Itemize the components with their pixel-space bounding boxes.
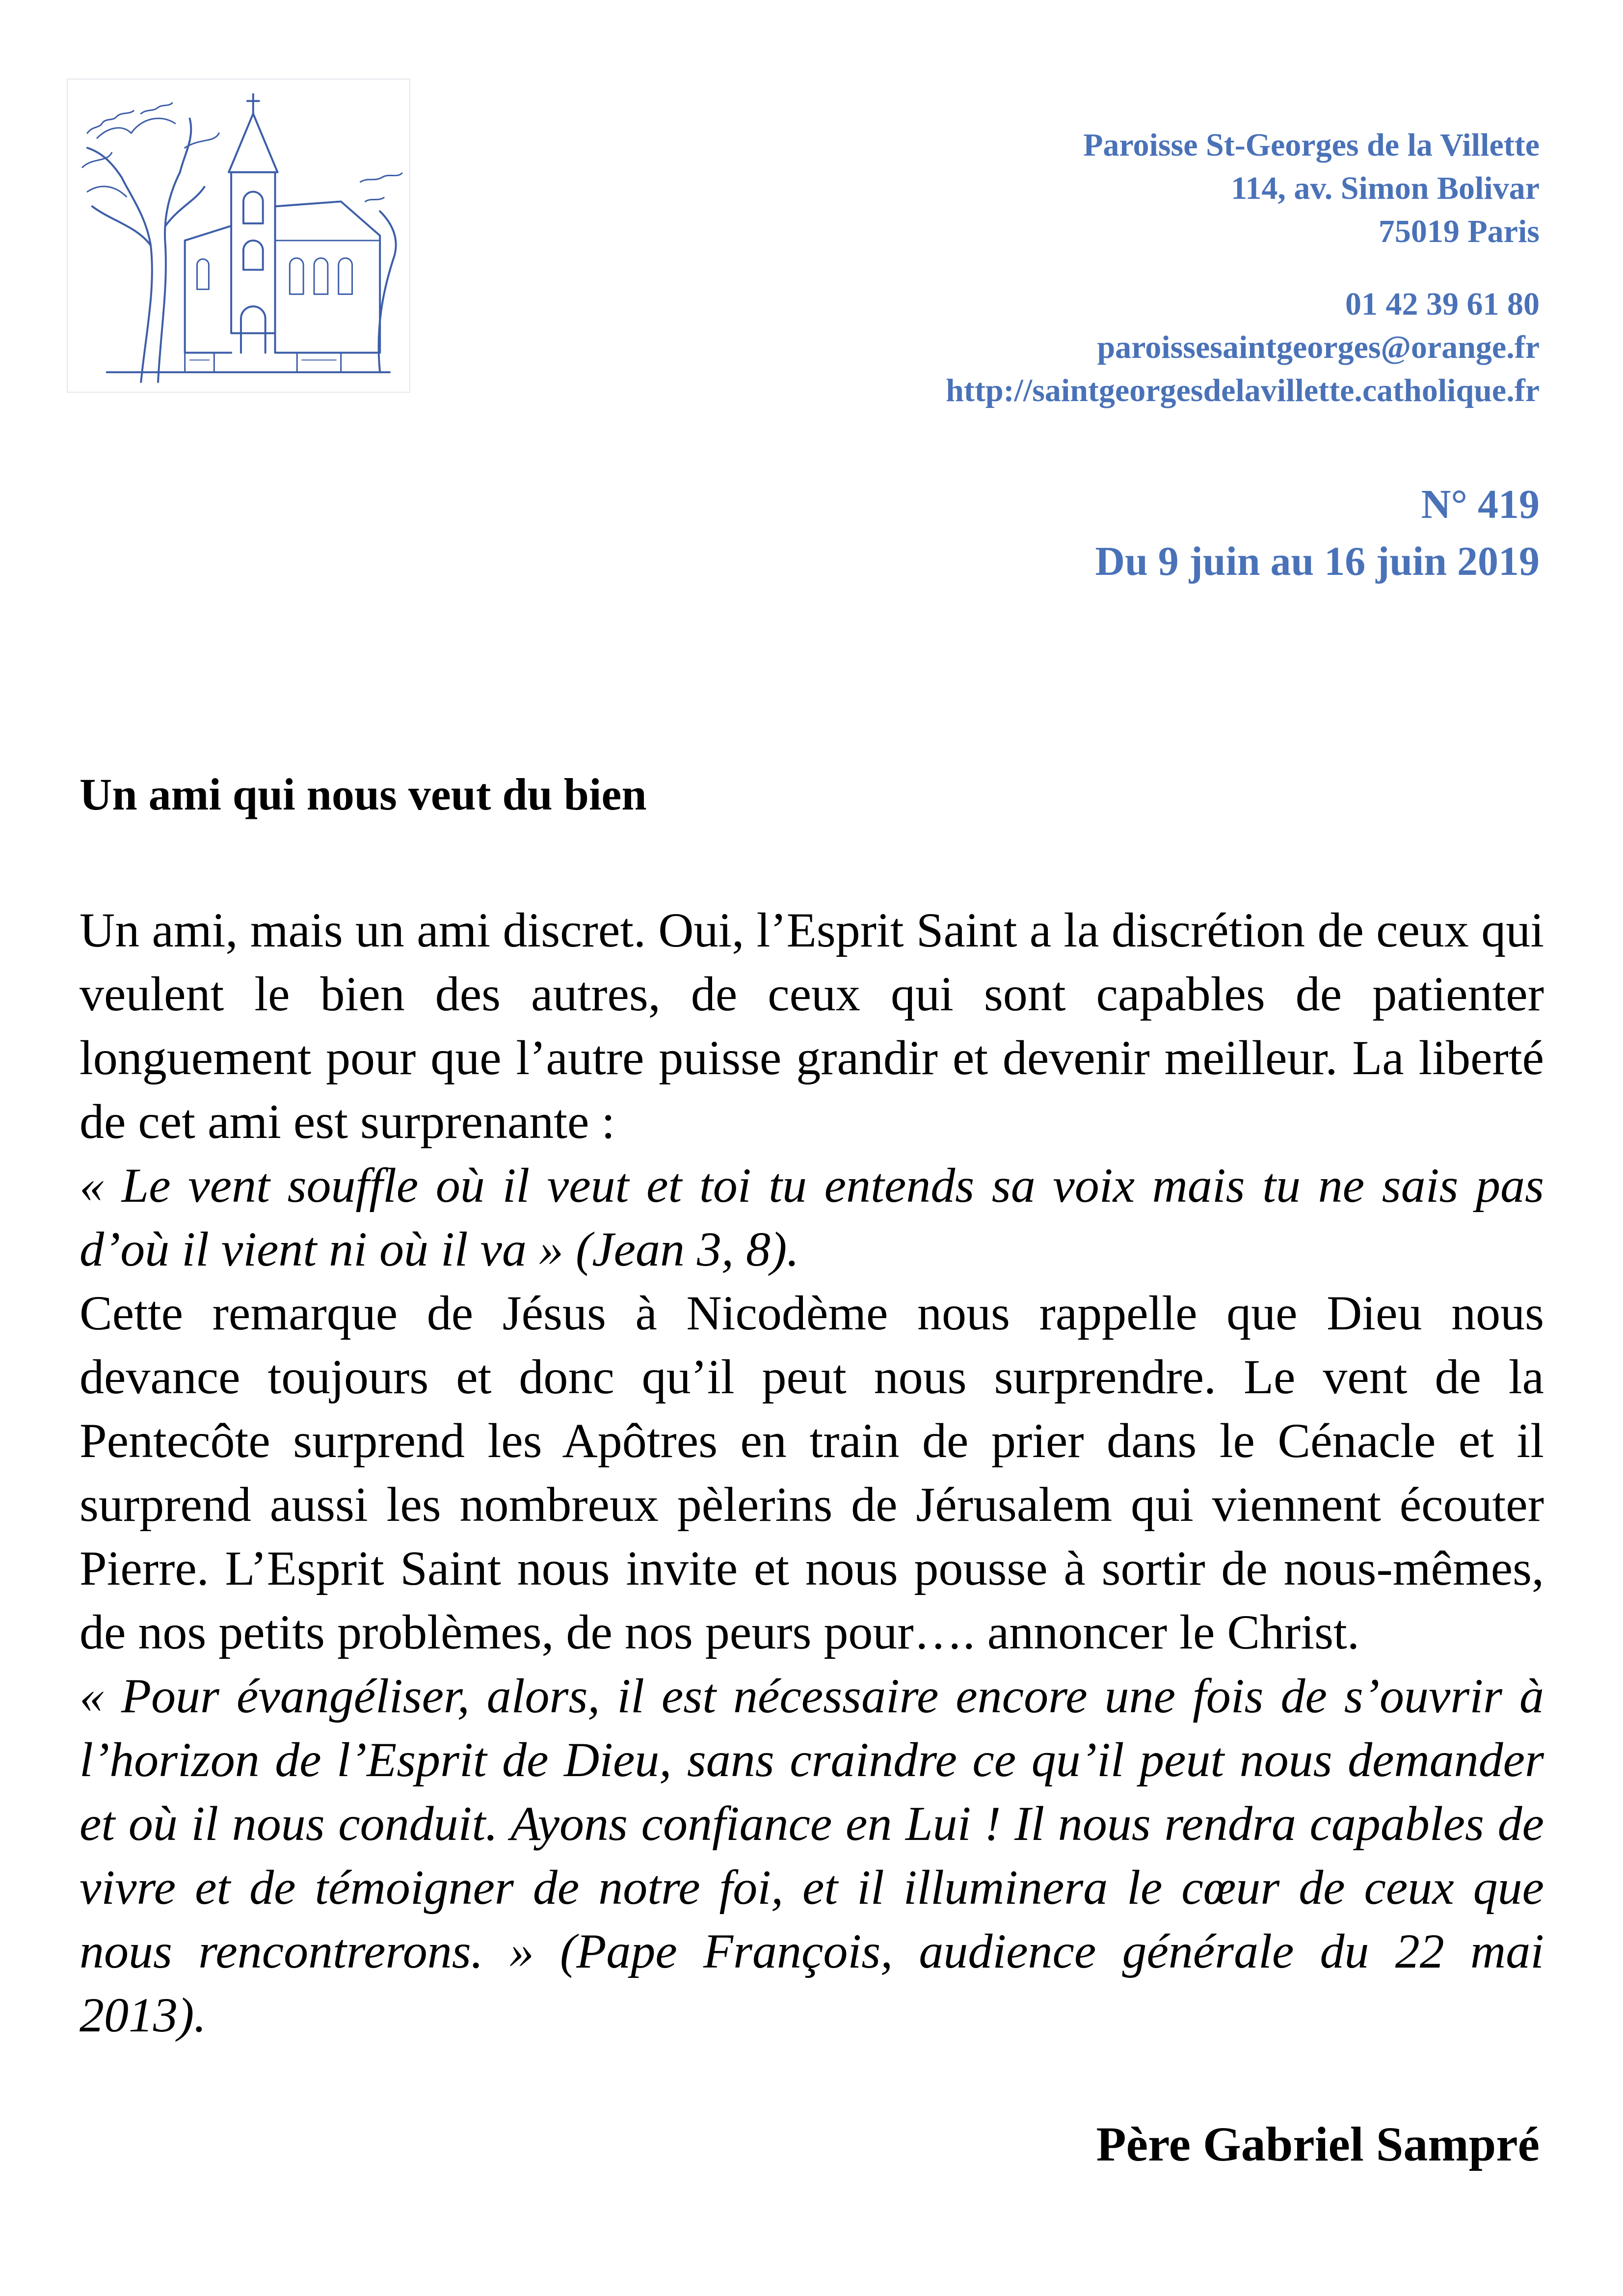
paragraph-2: Cette remarque de Jésus à Nicodème nous rappelle que Dieu nous devance toujours et donc qu’il peut nous surprendre. Le vent de la Pentecôte surprend les Apôtres en train de prier dans le Cénacle et il surprend aussi les nombreux pèlerins de Jérusalem qui viennent écouter Pierre. L’Esprit Saint nous invite et nous pousse à sortir de nous-mêmes, de nos petits problèmes, de nos peurs pour…. annoncer le Christ. xyxy=(80,1286,1544,1659)
parish-contact-block xyxy=(656,124,1540,412)
signature: Père Gabriel Sampré xyxy=(1096,2117,1540,2171)
website-link[interactable]: http://saintgeorgesdelavillette.catholique.fr xyxy=(946,373,1540,408)
email-link[interactable]: paroissesaintgeorges@orange.fr xyxy=(1097,329,1540,365)
city: 75019 Paris xyxy=(1378,214,1540,249)
church-drawing-logo xyxy=(67,79,410,393)
issue-dates: Du 9 juin au 16 juin 2019 xyxy=(1095,539,1540,584)
issue-number: N° 419 xyxy=(1421,482,1540,527)
quote-pope-francis: « Pour évangéliser, alors, il est nécessaire encore une fois de s’ouvrir à l’horizon de l’Esprit de Dieu, sans craindre ce qu’il peut nous demander et où il nous conduit. Ayons confiance en Lui ! Il nous rendra capables de vivre et de témoigner de notre foi, et il illuminera le cœur de ceux que nous rencontrerons. » (Pape François, audience générale du 22 mai 2013). xyxy=(80,1669,1544,2042)
issue-block xyxy=(656,476,1540,590)
parish-name: Paroisse St-Georges de la Villette xyxy=(1083,127,1540,163)
phone-number: 01 42 39 61 80 xyxy=(1345,286,1540,322)
quote-john: « Le vent souffle où il veut et toi tu entends sa voix mais tu ne sais pas d’où il vient ni où il va » (Jean 3, 8). xyxy=(80,1158,1544,1276)
street-address: 114, av. Simon Bolivar xyxy=(1231,170,1540,206)
paragraph-1: Un ami, mais un ami discret. Oui, l’Esprit Saint a la discrétion de ceux qui veulent le bien des autres, de ceux qui sont capables de patienter longuement pour que l’autre puisse grandir et devenir meilleur. La liberté de cet ami est surprenante : xyxy=(80,903,1544,1149)
spacer xyxy=(656,253,1540,283)
article-body xyxy=(80,898,1544,2047)
article-title: Un ami qui nous veut du bien xyxy=(80,769,647,819)
